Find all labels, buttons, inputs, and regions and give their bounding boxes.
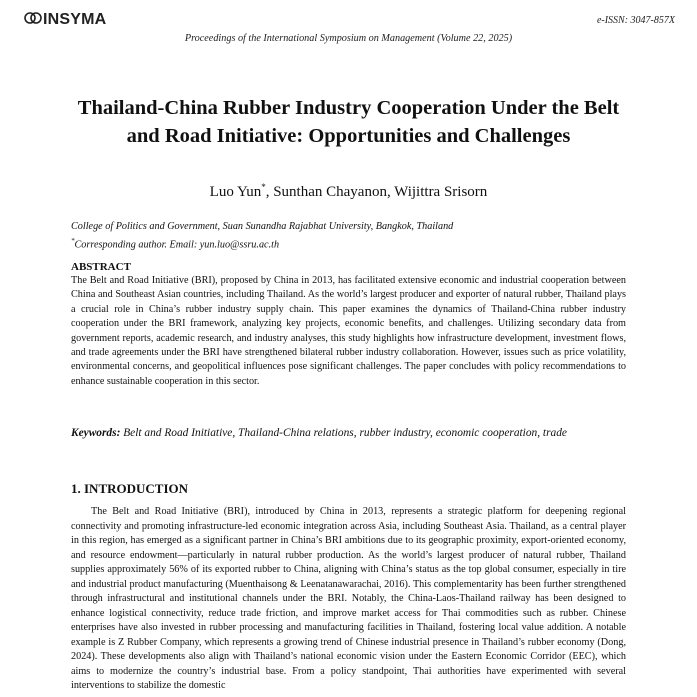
logo-rings-icon bbox=[24, 11, 42, 25]
other-authors: , Sunthan Chayanon, Wijittra Srisorn bbox=[265, 184, 488, 200]
introduction-text: The Belt and Road Initiative (BRI), introduced by China in 2013, represents a strategic platform for deepening regional connectivity and promoting infrastructure-led economic integration across Asia, including Southeast Asia. Thailand, as a central player in this region, has emerged as a significant partner in China’s BRI ambitions due to its geographic proximity, export-oriented economy, and resource endowment—particularly in natural rubber production. As the world’s largest producer of natural rubber, Thailand supplies approximately 56% of its exported rubber to China, aligning with China’s status as the top global consumer, especially in tire and industrial product manufacturing (Muenthaisong & Leenatanawarachai, 2016). This complementarity has been further strengthened through infrastructural and institutional channels under the BRI. Notably, the China-Laos-Thailand railway has been designed to enhance logistical connectivity, reduce trade friction, and improve market access for Thai commodities such as rubber. Chinese enterprises have also invested in rubber processing and manufacturing facilities in Thailand, fostering local value addition. A notable example is Z Rubber Company, which represents a growing trend of Chinese industrial presence in Thailand’s rubber economy (Dong, 2024). These developments also align with Thailand’s national economic vision under the Eastern Economic Corridor (EEC), which aims to modernize the country’s industrial base. From a policy standpoint, Thai authorities have experimented with several interventions to stabilize the domestic bbox=[71, 506, 626, 691]
corresponding-author: Corresponding author. Email: yun.luo@ssru.ac.th bbox=[74, 239, 280, 251]
paper-title: Thailand-China Rubber Industry Cooperation Under the Belt and Road Initiative: Opportunities and Challenges bbox=[77, 97, 620, 147]
keywords bbox=[71, 426, 626, 441]
first-author: Luo Yun bbox=[209, 184, 262, 200]
author-list bbox=[0, 182, 697, 201]
corresponding-author-line bbox=[71, 234, 657, 252]
corresponding-mark: * bbox=[261, 182, 266, 192]
proceedings-line: Proceedings of the International Symposium on Management (Volume 22, 2025) bbox=[184, 33, 513, 44]
abstract-heading: ABSTRACT bbox=[71, 261, 131, 273]
keywords-text: Belt and Road Initiative, Thailand-China relations, rubber industry, economic cooperation, trade bbox=[120, 427, 567, 439]
insyma-logo bbox=[24, 11, 106, 29]
issn-label: e-ISSN: 3047-857X bbox=[596, 15, 675, 26]
affiliation-block bbox=[71, 220, 657, 252]
page-header bbox=[24, 9, 675, 31]
keywords-label: Keywords: bbox=[71, 427, 121, 439]
abstract-text: The Belt and Road Initiative (BRI), proposed by China in 2013, has facilitated extensive economic and industrial cooperation between China and Southeast Asian countries, including Thailand. As the world’s largest producer and exporter of natural rubber, Thailand plays a crucial role in China’s rubber industry supply chain. This paper examines the dynamics of Thailand-China rubber industry cooperation under the BRI framework, analyzing key projects, economic benefits, and challenges. Utilizing secondary data from government reports, academic research, and industry analyses, this study highlights how infrastructure development, investment flows, and trade agreements under the BRI have strengthened bilateral rubber industry collaboration. However, issues such as price volatility, environmental concerns, and geopolitical influences pose significant challenges. The paper concludes with policy recommendations to enhance sustainable cooperation in this sector. bbox=[71, 275, 626, 387]
affiliation: College of Politics and Government, Suan Sunandha Rajabhat University, Bangkok, Thailand bbox=[71, 221, 454, 232]
introduction-heading: 1. INTRODUCTION bbox=[71, 481, 189, 496]
corresponding-footnote-mark: * bbox=[71, 237, 75, 245]
logo-text: INSYMA bbox=[43, 11, 107, 28]
